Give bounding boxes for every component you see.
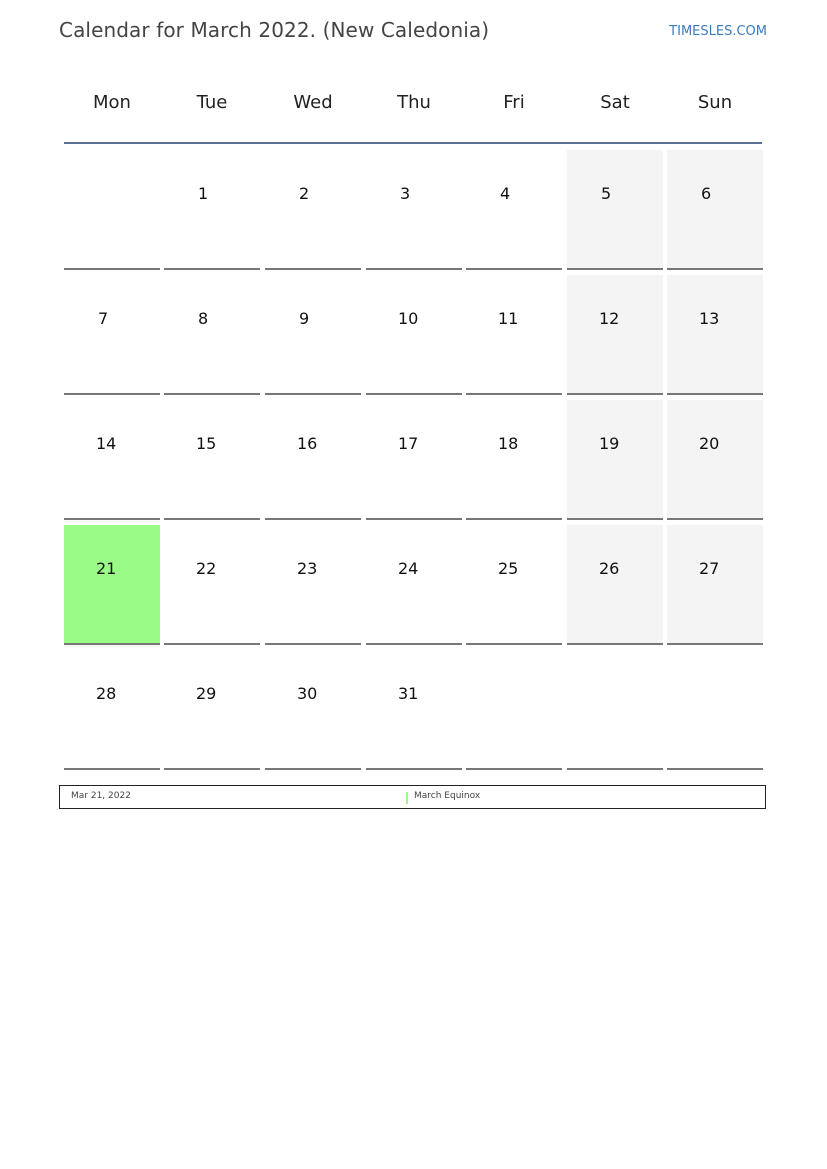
day-cell[interactable] xyxy=(466,400,562,520)
day-cell-weekend[interactable] xyxy=(567,525,663,645)
header-divider xyxy=(64,142,762,144)
day-number: 22 xyxy=(196,559,217,578)
day-cell[interactable] xyxy=(667,650,763,770)
day-cell[interactable] xyxy=(64,650,160,770)
day-number: 19 xyxy=(599,434,620,453)
site-link[interactable]: TIMESLES.COM xyxy=(669,24,767,39)
day-cell[interactable] xyxy=(265,525,361,645)
weekday-mon: Mon xyxy=(93,92,131,113)
day-number: 10 xyxy=(398,309,419,328)
page-title: Calendar for March 2022. (New Caledonia) xyxy=(59,18,490,42)
day-number: 24 xyxy=(398,559,419,578)
legend-color-marker xyxy=(406,792,408,804)
day-cell-weekend[interactable] xyxy=(667,150,763,270)
day-number: 30 xyxy=(297,684,318,703)
day-cell[interactable] xyxy=(366,650,462,770)
weekday-fri: Fri xyxy=(503,92,525,113)
day-cell[interactable] xyxy=(164,275,260,395)
day-number: 17 xyxy=(398,434,419,453)
day-number: 29 xyxy=(196,684,217,703)
day-cell-weekend[interactable] xyxy=(667,400,763,520)
day-number: 21 xyxy=(96,559,117,578)
day-number: 16 xyxy=(297,434,318,453)
day-number: 11 xyxy=(498,309,519,328)
weekday-header xyxy=(64,80,762,130)
day-cell[interactable] xyxy=(265,400,361,520)
day-cell[interactable] xyxy=(366,275,462,395)
day-cell-holiday[interactable] xyxy=(64,525,160,645)
day-number: 15 xyxy=(196,434,217,453)
day-cell[interactable] xyxy=(164,525,260,645)
legend-date: Mar 21, 2022 xyxy=(71,791,131,801)
day-number: 5 xyxy=(601,184,612,203)
day-cell[interactable] xyxy=(466,650,562,770)
day-number: 4 xyxy=(500,184,511,203)
legend-holiday-name: March Equinox xyxy=(414,791,481,801)
day-number: 20 xyxy=(699,434,720,453)
day-number: 1 xyxy=(198,184,209,203)
day-cell[interactable] xyxy=(466,275,562,395)
day-number: 25 xyxy=(498,559,519,578)
day-number: 6 xyxy=(701,184,712,203)
day-cell-weekend[interactable] xyxy=(667,275,763,395)
day-cell-weekend[interactable] xyxy=(567,400,663,520)
day-number: 7 xyxy=(98,309,109,328)
day-cell[interactable] xyxy=(466,525,562,645)
day-cell[interactable] xyxy=(265,150,361,270)
weekday-wed: Wed xyxy=(293,92,333,113)
day-cell[interactable] xyxy=(164,650,260,770)
day-cell[interactable] xyxy=(64,275,160,395)
day-number: 9 xyxy=(299,309,310,328)
day-cell[interactable] xyxy=(265,275,361,395)
day-number: 31 xyxy=(398,684,419,703)
day-cell-weekend[interactable] xyxy=(567,150,663,270)
day-number: 3 xyxy=(400,184,411,203)
day-cell[interactable] xyxy=(567,650,663,770)
day-cell-weekend[interactable] xyxy=(667,525,763,645)
day-number: 12 xyxy=(599,309,620,328)
day-cell[interactable] xyxy=(366,150,462,270)
weekday-sat: Sat xyxy=(600,92,630,113)
day-cell[interactable] xyxy=(164,400,260,520)
day-cell-weekend[interactable] xyxy=(567,275,663,395)
day-number: 28 xyxy=(96,684,117,703)
weekday-thu: Thu xyxy=(397,92,431,113)
day-cell[interactable] xyxy=(265,650,361,770)
day-number: 18 xyxy=(498,434,519,453)
holiday-legend xyxy=(59,785,766,809)
day-number: 2 xyxy=(299,184,310,203)
weekday-sun: Sun xyxy=(697,92,733,113)
day-number: 23 xyxy=(297,559,318,578)
day-cell[interactable] xyxy=(466,150,562,270)
day-number: 14 xyxy=(96,434,117,453)
day-cell[interactable] xyxy=(164,150,260,270)
day-cell[interactable] xyxy=(64,400,160,520)
day-cell[interactable] xyxy=(366,400,462,520)
day-number: 26 xyxy=(599,559,620,578)
day-cell[interactable] xyxy=(366,525,462,645)
weekday-tue: Tue xyxy=(196,92,228,113)
day-cell[interactable] xyxy=(64,150,160,270)
day-number: 27 xyxy=(699,559,720,578)
day-number: 8 xyxy=(198,309,209,328)
day-number: 13 xyxy=(699,309,720,328)
